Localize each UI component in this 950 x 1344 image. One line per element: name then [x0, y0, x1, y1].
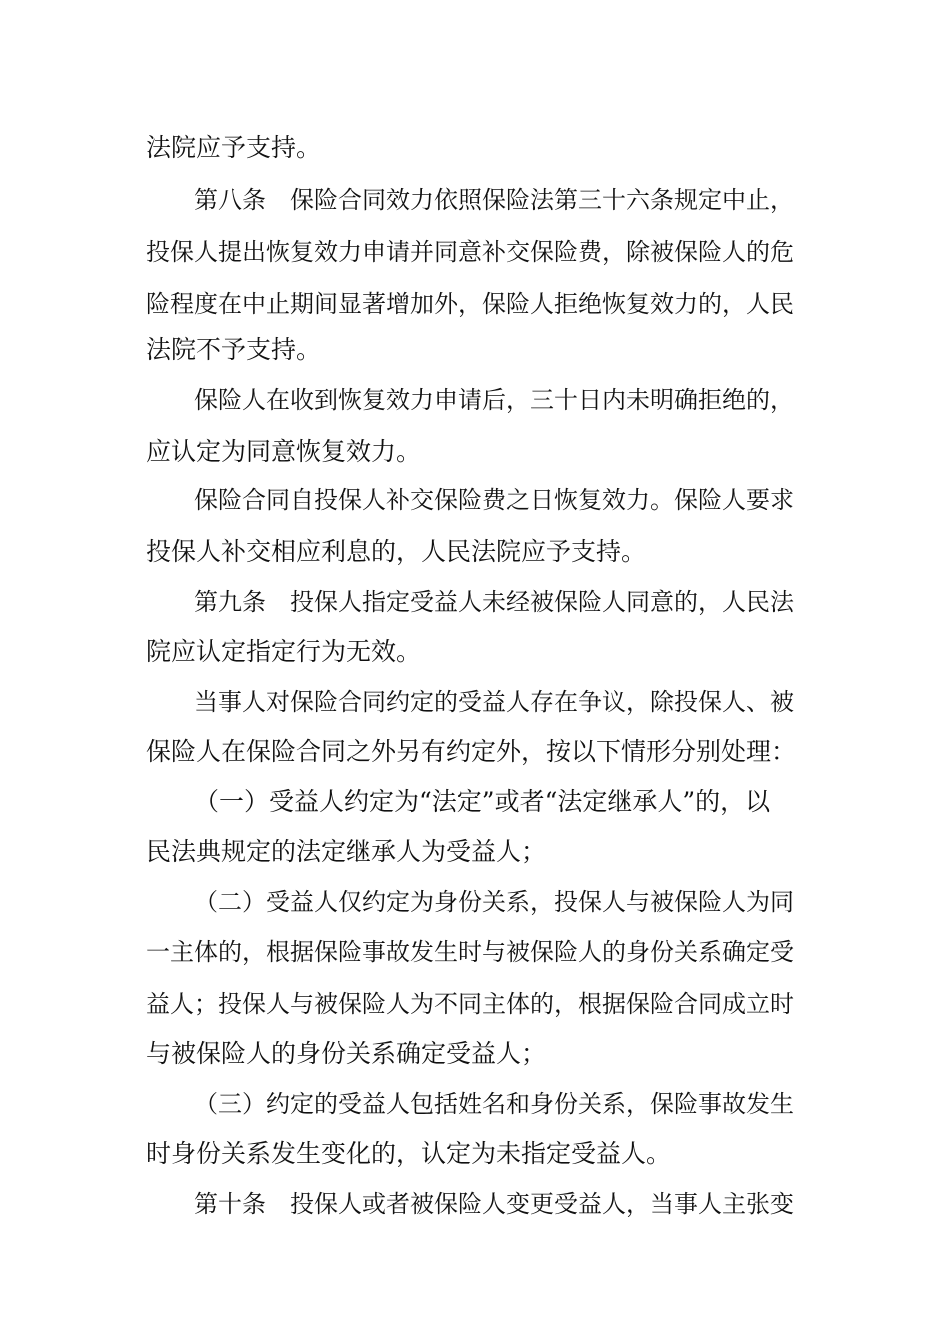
text-line: 益人；投保人与被保险人为不同主体的，根据保险合同成立时	[146, 990, 794, 1018]
text-line: （一）受益人约定为“法定”或者“法定继承人”的，以	[194, 787, 771, 816]
text-line: 第八条 保险合同效力依照保险法第三十六条规定中止，	[194, 186, 794, 214]
text-line: 投保人补交相应利息的，人民法院应予支持。	[146, 537, 647, 566]
text-line: 法院不予支持。	[146, 335, 322, 364]
text-line: （二）受益人仅约定为身份关系，投保人与被保险人为同	[194, 888, 794, 916]
text-line: 保险合同自投保人补交保险费之日恢复效力。保险人要求	[194, 486, 794, 514]
text-line: 应认定为同意恢复效力。	[146, 437, 422, 466]
text-line: 当事人对保险合同约定的受益人存在争议，除投保人、被	[194, 688, 794, 716]
text-line: 一主体的，根据保险事故发生时与被保险人的身份关系确定受	[146, 938, 794, 966]
text-line: 民法典规定的法定继承人为受益人；	[146, 837, 547, 866]
text-line: （三）约定的受益人包括姓名和身份关系，保险事故发生	[194, 1090, 794, 1118]
text-line: 院应认定指定行为无效。	[146, 637, 422, 666]
text-line: 法院应予支持。	[146, 133, 322, 162]
text-line: 第九条 投保人指定受益人未经被保险人同意的，人民法	[194, 588, 794, 616]
text-line: 险程度在中止期间显著增加外，保险人拒绝恢复效力的，人民	[146, 290, 794, 318]
text-line: 第十条 投保人或者被保险人变更受益人，当事人主张变	[194, 1190, 794, 1218]
text-line: 时身份关系发生变化的，认定为未指定受益人。	[146, 1139, 672, 1168]
text-line: 保险人在保险合同之外另有约定外，按以下情形分别处理：	[146, 737, 797, 766]
text-line: 保险人在收到恢复效力申请后，三十日内未明确拒绝的，	[194, 386, 794, 414]
text-line: 投保人提出恢复效力申请并同意补交保险费，除被保险人的危	[146, 238, 794, 266]
text-line: 与被保险人的身份关系确定受益人；	[146, 1039, 547, 1068]
